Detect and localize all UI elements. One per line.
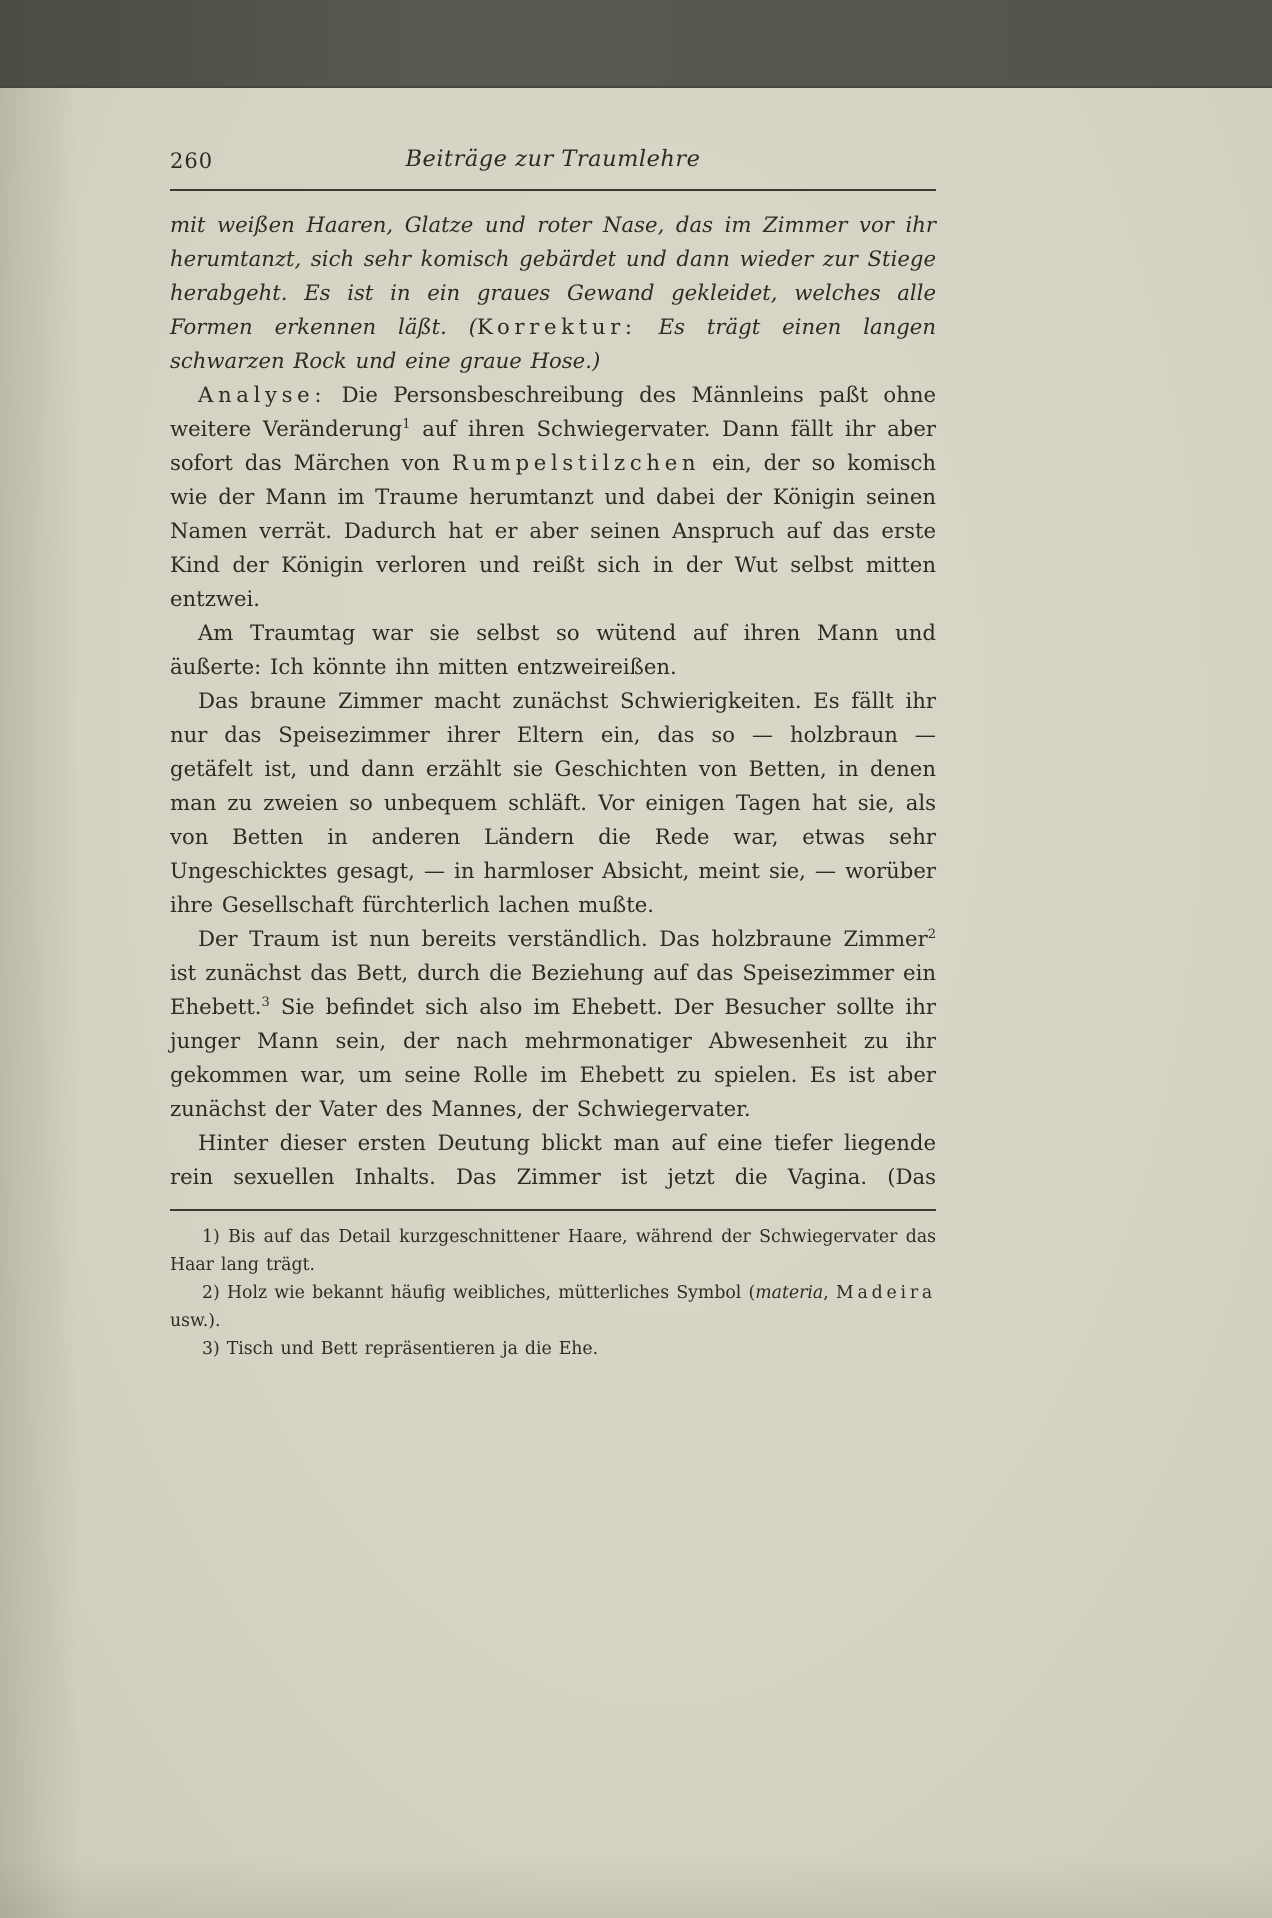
text-segment: Die Personsbeschreibung des Männleins paßt ohne weitere Veränderung: [170, 382, 936, 441]
text-segment: Analyse:: [198, 382, 327, 407]
text-segment: Madeira: [835, 1283, 936, 1303]
text-segment: Am Traumtag war sie selbst so wütend auf ihren Mann und äußerte: Ich könnte ihn mitten entzweireißen.: [170, 620, 936, 679]
text-segment: 3) Tisch und Bett repräsentieren ja die Ehe.: [202, 1339, 599, 1359]
text-segment: 1: [402, 416, 411, 432]
text-segment: ein, der so komisch wie der Mann im Traume herumtanzt und dabei der Königin seinen Namen verrät. Dadurch hat er aber seinen Anspruch auf das erste Kind der Königin verloren und reißt sich in der Wut selbst mitten entzwei.: [170, 450, 937, 611]
text-segment: Korrektur:: [477, 314, 637, 339]
body-paragraph: [170, 378, 936, 616]
text-segment: Das braune Zimmer macht zunächst Schwierigkeiten. Es fällt ihr nur das Speisezimmer ihrer Eltern ein, das so — holzbraun — getäfelt ist, und dann erzählt sie Geschichten von Betten, in denen man zu zweien so unbequem schläft. Vor einigen Tagen hat sie, als von Betten in anderen Ländern die Rede war, etwas sehr Ungeschicktes gesagt, — in harmloser Absicht, meint sie, — worüber ihre Gesellschaft fürchterlich lachen mußte.: [170, 688, 936, 917]
header-rule: [170, 189, 936, 191]
text-segment: ,: [823, 1283, 836, 1303]
running-title: Beiträge zur Traumlehre: [405, 146, 701, 172]
footnote: [170, 1279, 936, 1335]
body-paragraph: [170, 922, 936, 1126]
text-segment: mit weißen Haaren, Glatze und roter Nase, das im Zimmer vor ihr herumtanzt, sich sehr komisch gebärdet und dann wieder zur Stiege herabgeht. Es ist in ein graues Gewand gekleidet, welches alle Formen erkennen läßt. (: [170, 212, 936, 339]
text-block: [170, 146, 936, 1363]
body-paragraph: [170, 208, 936, 378]
footnote: [170, 1335, 936, 1363]
text-segment: 1) Bis auf das Detail kurzgeschnittener Haare, während der Schwiegervater das Haar lang trägt.: [170, 1227, 936, 1275]
text-segment: usw.).: [170, 1311, 221, 1331]
text-segment: materia: [755, 1283, 824, 1303]
text-segment: auf ihren Schwiegervater. Dann fällt ihr aber sofort das Märchen von: [170, 416, 936, 475]
text-segment: 3: [261, 994, 270, 1010]
footnotes: [170, 1223, 936, 1363]
footnote: [170, 1223, 936, 1279]
text-segment: Sie befindet sich also im Ehebett. Der Besucher sollte ihr junger Mann sein, der nach mehrmonatiger Abwesenheit zu ihr gekommen war, um seine Rolle im Ehebett zu spielen. Es ist aber zunächst der Vater des Mannes, der Schwiegervater.: [170, 994, 936, 1121]
running-header: [170, 146, 936, 182]
body-text: [170, 208, 936, 1194]
text-segment: Hinter dieser ersten Deutung blickt man auf eine tiefer liegende rein sexuellen Inhalts. Das Zimmer ist jetzt die Vagina. (Das: [170, 1130, 936, 1189]
text-segment: 2) Holz wie bekannt häufig weibliches, mütterliches Symbol (: [202, 1283, 756, 1303]
text-segment: 2: [927, 926, 936, 942]
text-segment: Rumpelstilzchen: [451, 450, 701, 475]
text-segment: ist zunächst das Bett, durch die Beziehung auf das Speisezimmer ein Ehebett.: [170, 960, 936, 1019]
scan-bottom-shadow: [0, 1858, 1272, 1918]
page-number: 260: [170, 149, 214, 173]
text-segment: Der Traum ist nun bereits verständlich. Das holzbraune Zimmer: [198, 926, 928, 951]
body-paragraph: [170, 616, 936, 684]
body-paragraph: [170, 684, 936, 922]
scan-edge-band: [0, 0, 1272, 88]
body-paragraph: [170, 1126, 936, 1194]
text-segment: Es trägt einen langen schwarzen Rock und eine graue Hose.): [170, 314, 936, 373]
scan-left-shadow: [0, 88, 80, 1918]
footnote-rule: [170, 1209, 936, 1211]
